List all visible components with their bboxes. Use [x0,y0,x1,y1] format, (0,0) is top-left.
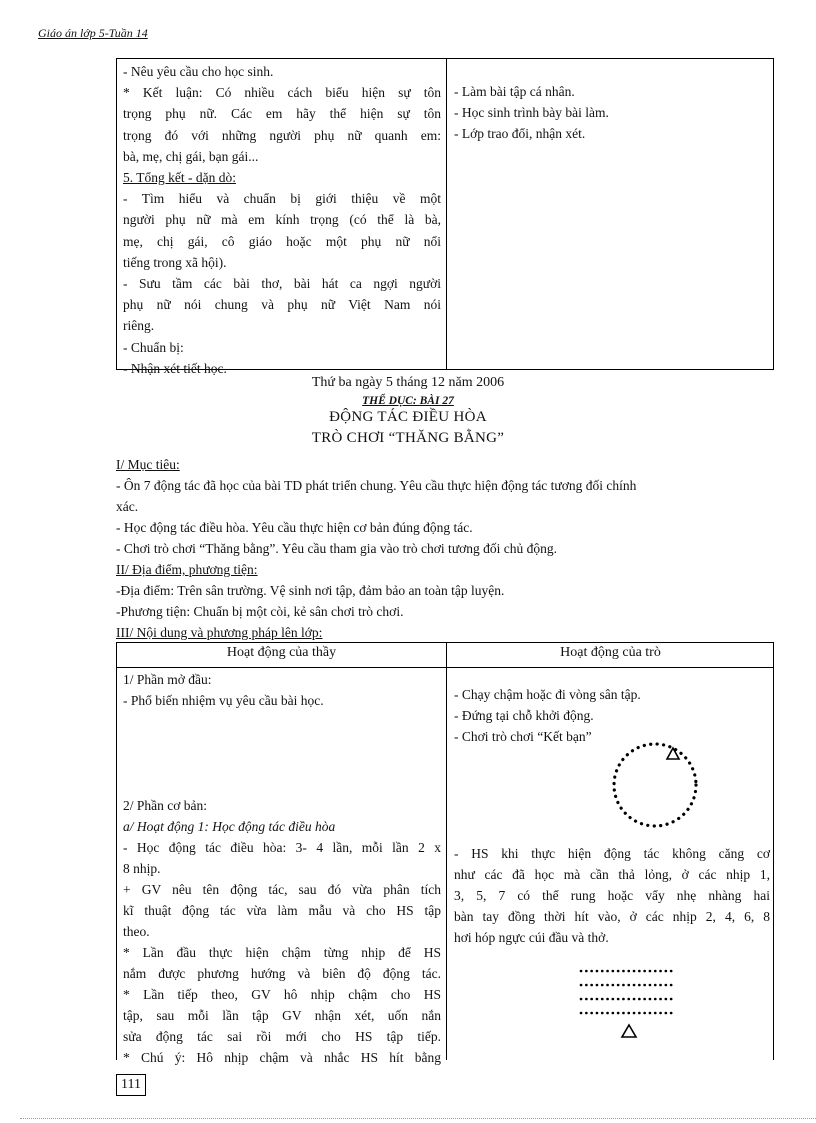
text-line: - Tìm hiểu và chuẩn bị giới thiệu về một [123,191,441,207]
header-teacher: Hoạt động của thầy [226,645,337,660]
teacher-triangle-icon [622,1025,636,1037]
text-line: riêng. [123,318,155,334]
top-table-right-column [454,81,769,145]
text-line: trọng phụ nữ. Các em hãy thể hiện sự tôn [123,106,441,122]
content-section [116,622,786,643]
text-line: -Địa điểm: Trên sân trường. Vệ sinh nơi tập, đảm bảo an toàn tập luyện. [116,583,505,598]
activity-heading: a/ Hoạt động 1: Học động tác điều hòa [123,819,336,834]
text-line: trọng đó với những người phụ nữ quanh em: [123,127,441,143]
text-line: 8 nhịp. [123,861,161,876]
text-line: * Kết luận: Có nhiều cách biểu hiện sự tôn [123,85,441,101]
part-heading: 2/ Phần cơ bản: [123,798,207,813]
text-line: * Lần đầu thực hiện chậm từng nhịp để HS [123,945,441,960]
text-line: - Nhận xét tiết học. [123,360,227,376]
text-line: - Phổ biến nhiệm vụ yêu cầu bài học. [123,693,324,708]
text-line [123,167,441,188]
text-line: kĩ thuật động tác vừa làm mẫu và cho HS tập [123,903,441,918]
text-line: bàn tay đồng thời hít vào, ở các nhịp 2, 4, 6, 8 [454,909,770,924]
teacher-column [123,669,441,1068]
text-line: - Chuẩn bị: [123,339,184,355]
text-line: - Sưu tầm các bài thơ, bài hát ca ngợi người [123,276,441,292]
section-heading: II/ Địa điểm, phương tiện: [116,562,258,577]
text-line: - Nêu yêu cầu cho học sinh. [123,64,274,79]
lesson-date: Thứ ba ngày 5 tháng 12 năm 2006 [311,375,505,390]
text-line: - Lớp trao đổi, nhận xét. [454,126,586,142]
objectives-section [116,454,786,559]
text-line: mẹ, chị gái, cô giáo hoặc một phụ nữ nổi [123,233,441,249]
page-header: Giáo án lớp 5-Tuần 14 [38,26,148,40]
text-line: - Làm bài tập cá nhân. [454,84,575,99]
text-line: phụ nữ nói chung và phụ nữ Việt Nam nói [123,297,441,313]
activity-table [116,642,774,1065]
text-line: + GV nêu tên động tác, sau đó vừa phân tích [123,882,441,897]
text-line: như các đã học mà cần thả lỏng, ở các nhịp 1, [454,867,770,882]
text-line: - Học động tác điều hòa. Yêu cầu thực hiện cơ bản đúng động tác. [116,520,473,535]
lesson-subtitle: TRÒ CHƠI “THĂNG BẰNG” [311,430,505,446]
text-line: người phụ nữ mà em kính trọng (có thể là bà, [123,212,441,228]
table-header-row [117,643,773,668]
bottom-rule [20,1118,816,1119]
text-line: - HS khi thực hiện động tác không căng cơ [454,846,770,861]
part-heading: 1/ Phần mở đầu: [123,672,212,687]
text-line: tập, sau mỗi lần tập GV nhận xét, uốn nắn [123,1008,441,1023]
text-line: 3, 5, 7 có thể rung hoặc vẩy nhẹ nhàng hai [454,888,770,903]
circle-formation-diagram [607,739,707,833]
text-line: - Chơi trò chơi “Kết bạn” [454,729,592,744]
text-line: nắm được phương hướng và biên độ động tác. [123,966,441,981]
table-divider [446,643,447,1060]
header-student: Hoạt động của trò [560,645,661,660]
text-line: hơi hóp ngực cúi đầu và thở. [454,930,609,945]
circle-formation-dots [614,744,696,826]
text-line: - Học động tác điều hòa: 3- 4 lần, mỗi lần 2 x [123,840,441,855]
page-number: 111 [116,1074,146,1096]
spacer [123,711,441,795]
text-line: - Chạy chậm hoặc đi vòng sân tập. [454,687,641,702]
lesson-title: ĐỘNG TÁC ĐIỀU HÒA [329,409,487,425]
section-heading: I/ Mục tiêu: [116,457,180,472]
top-table [116,58,774,376]
summary-heading: 5. Tổng kết - dặn dò: [123,170,236,186]
rows-formation-diagram [577,965,681,1041]
location-section [116,559,786,622]
spacer [454,669,770,684]
text-line: tiếng trong xã hội). [123,254,227,270]
top-table-left-column [123,61,441,379]
text-line: xác. [116,499,139,514]
section-heading: III/ Nội dung và phương pháp lên lớp: [116,625,323,640]
lesson-subject: THỂ DỤC: BÀI 27 [362,395,454,407]
text-line: - Chơi trò chơi “Thăng bằng”. Yêu cầu tham gia vào trò chơi tương đối chủ động. [116,541,558,556]
text-line: sửa động tác sai rồi mới cho HS tập tiếp. [123,1029,441,1044]
text-line: theo. [123,924,150,939]
text-line: * Lần tiếp theo, GV hô nhịp chậm cho HS [123,987,441,1002]
text-line: - Học sinh trình bày bài làm. [454,105,609,121]
text-line: - Đứng tại chỗ khởi động. [454,708,594,723]
text-line: bà, mẹ, chị gái, bạn gái... [123,148,259,164]
text-line: - Ôn 7 động tác đã học của bài TD phát triển chung. Yêu cầu thực hiện động tác tương đối chính [116,478,637,493]
text-line: * Chú ý: Hô nhịp chậm và nhắc HS hít bằng [123,1050,441,1065]
text-line: -Phương tiện: Chuẩn bị một còi, kẻ sân chơi trò chơi. [116,604,404,619]
table-divider [446,59,447,369]
